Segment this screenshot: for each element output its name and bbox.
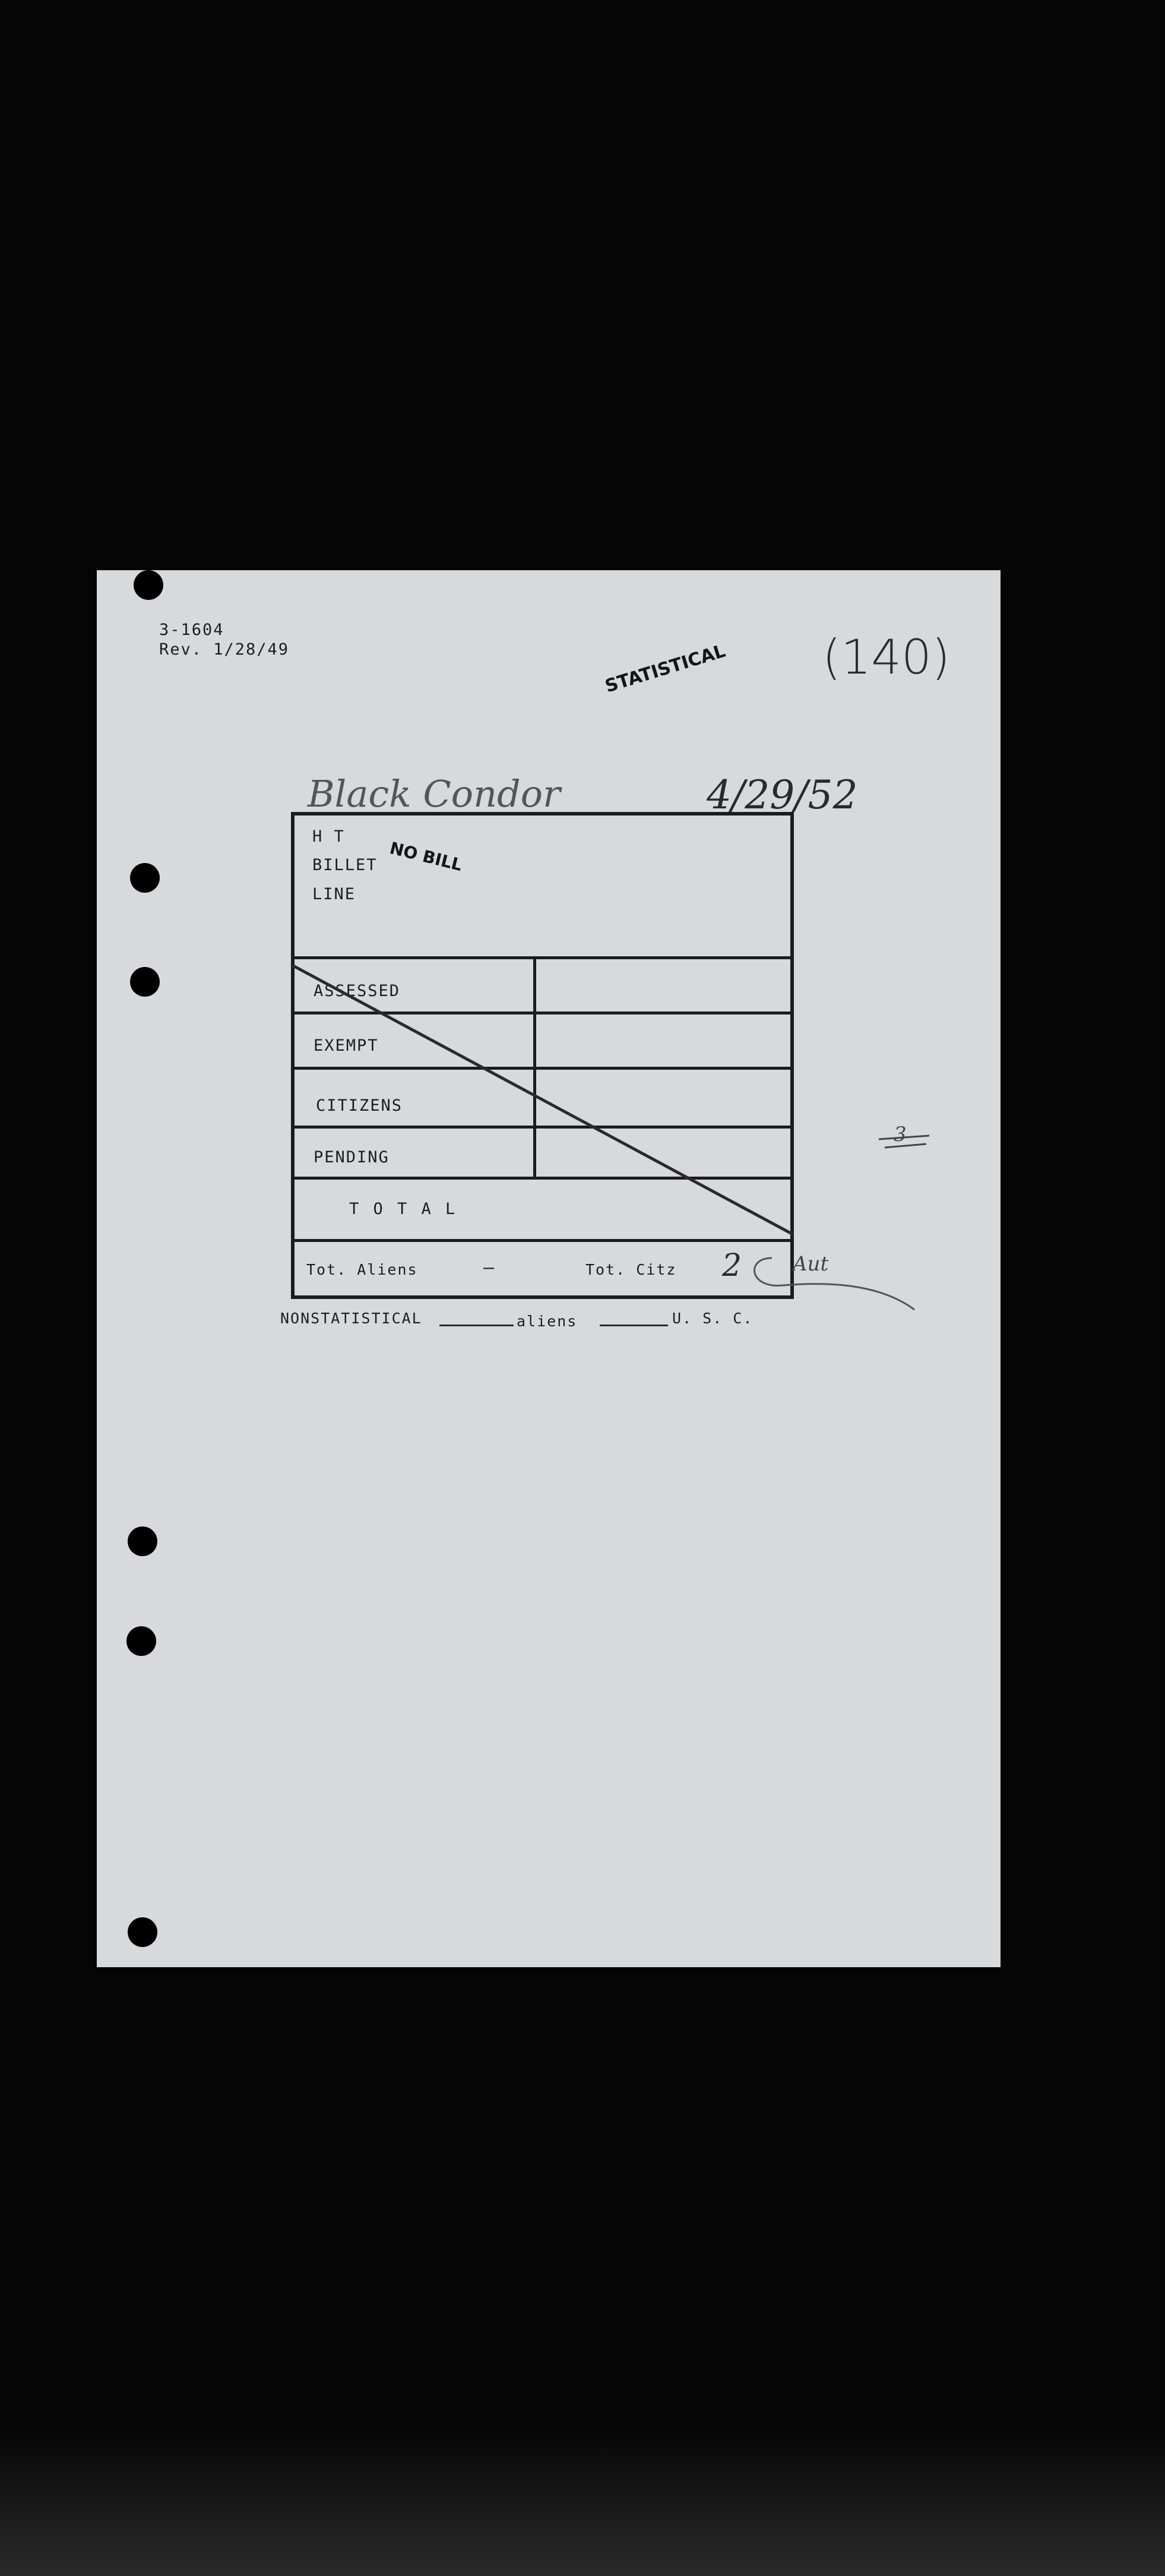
aliens-blank — [600, 1325, 668, 1326]
row-label-pending: PENDING — [314, 1148, 390, 1167]
margin-mark: 3 — [894, 1123, 907, 1146]
header-line-billet: BILLET — [312, 856, 378, 874]
header-line-line: LINE — [312, 885, 356, 903]
row-label-assessed: ASSESSED — [314, 982, 401, 1000]
statistical-stamp: STATISTICAL — [603, 640, 728, 697]
nonstatistical-blank — [439, 1325, 514, 1326]
total-label: T O T A L — [349, 1200, 458, 1218]
aliens-label: aliens — [517, 1313, 578, 1330]
row-label-exempt: EXEMPT — [314, 1036, 379, 1055]
tot-citz-value: 2 — [722, 1248, 742, 1284]
initials-flourish — [755, 1258, 914, 1310]
usc-label: U. S. C. — [672, 1310, 754, 1327]
form-revision: Rev. 1/28/49 — [159, 640, 290, 659]
form-number: 3-1604 — [159, 621, 224, 639]
vessel-name: Black Condor — [308, 772, 561, 816]
header-line-ht: H T — [312, 827, 345, 846]
date: 4/29/52 — [707, 772, 858, 818]
no-bill-stamp: NO BILL — [388, 838, 464, 875]
nonstatistical-label: NONSTATISTICAL — [280, 1310, 422, 1327]
initials: Aut — [793, 1252, 829, 1276]
tot-aliens-value: — — [483, 1257, 496, 1278]
strike-through-line — [292, 965, 793, 1234]
tot-aliens-label: Tot. Aliens — [306, 1261, 418, 1278]
tot-citz-label: Tot. Citz — [585, 1261, 677, 1278]
row-label-citizens: CITIZENS — [316, 1096, 403, 1115]
page-number: (140) — [822, 630, 951, 685]
